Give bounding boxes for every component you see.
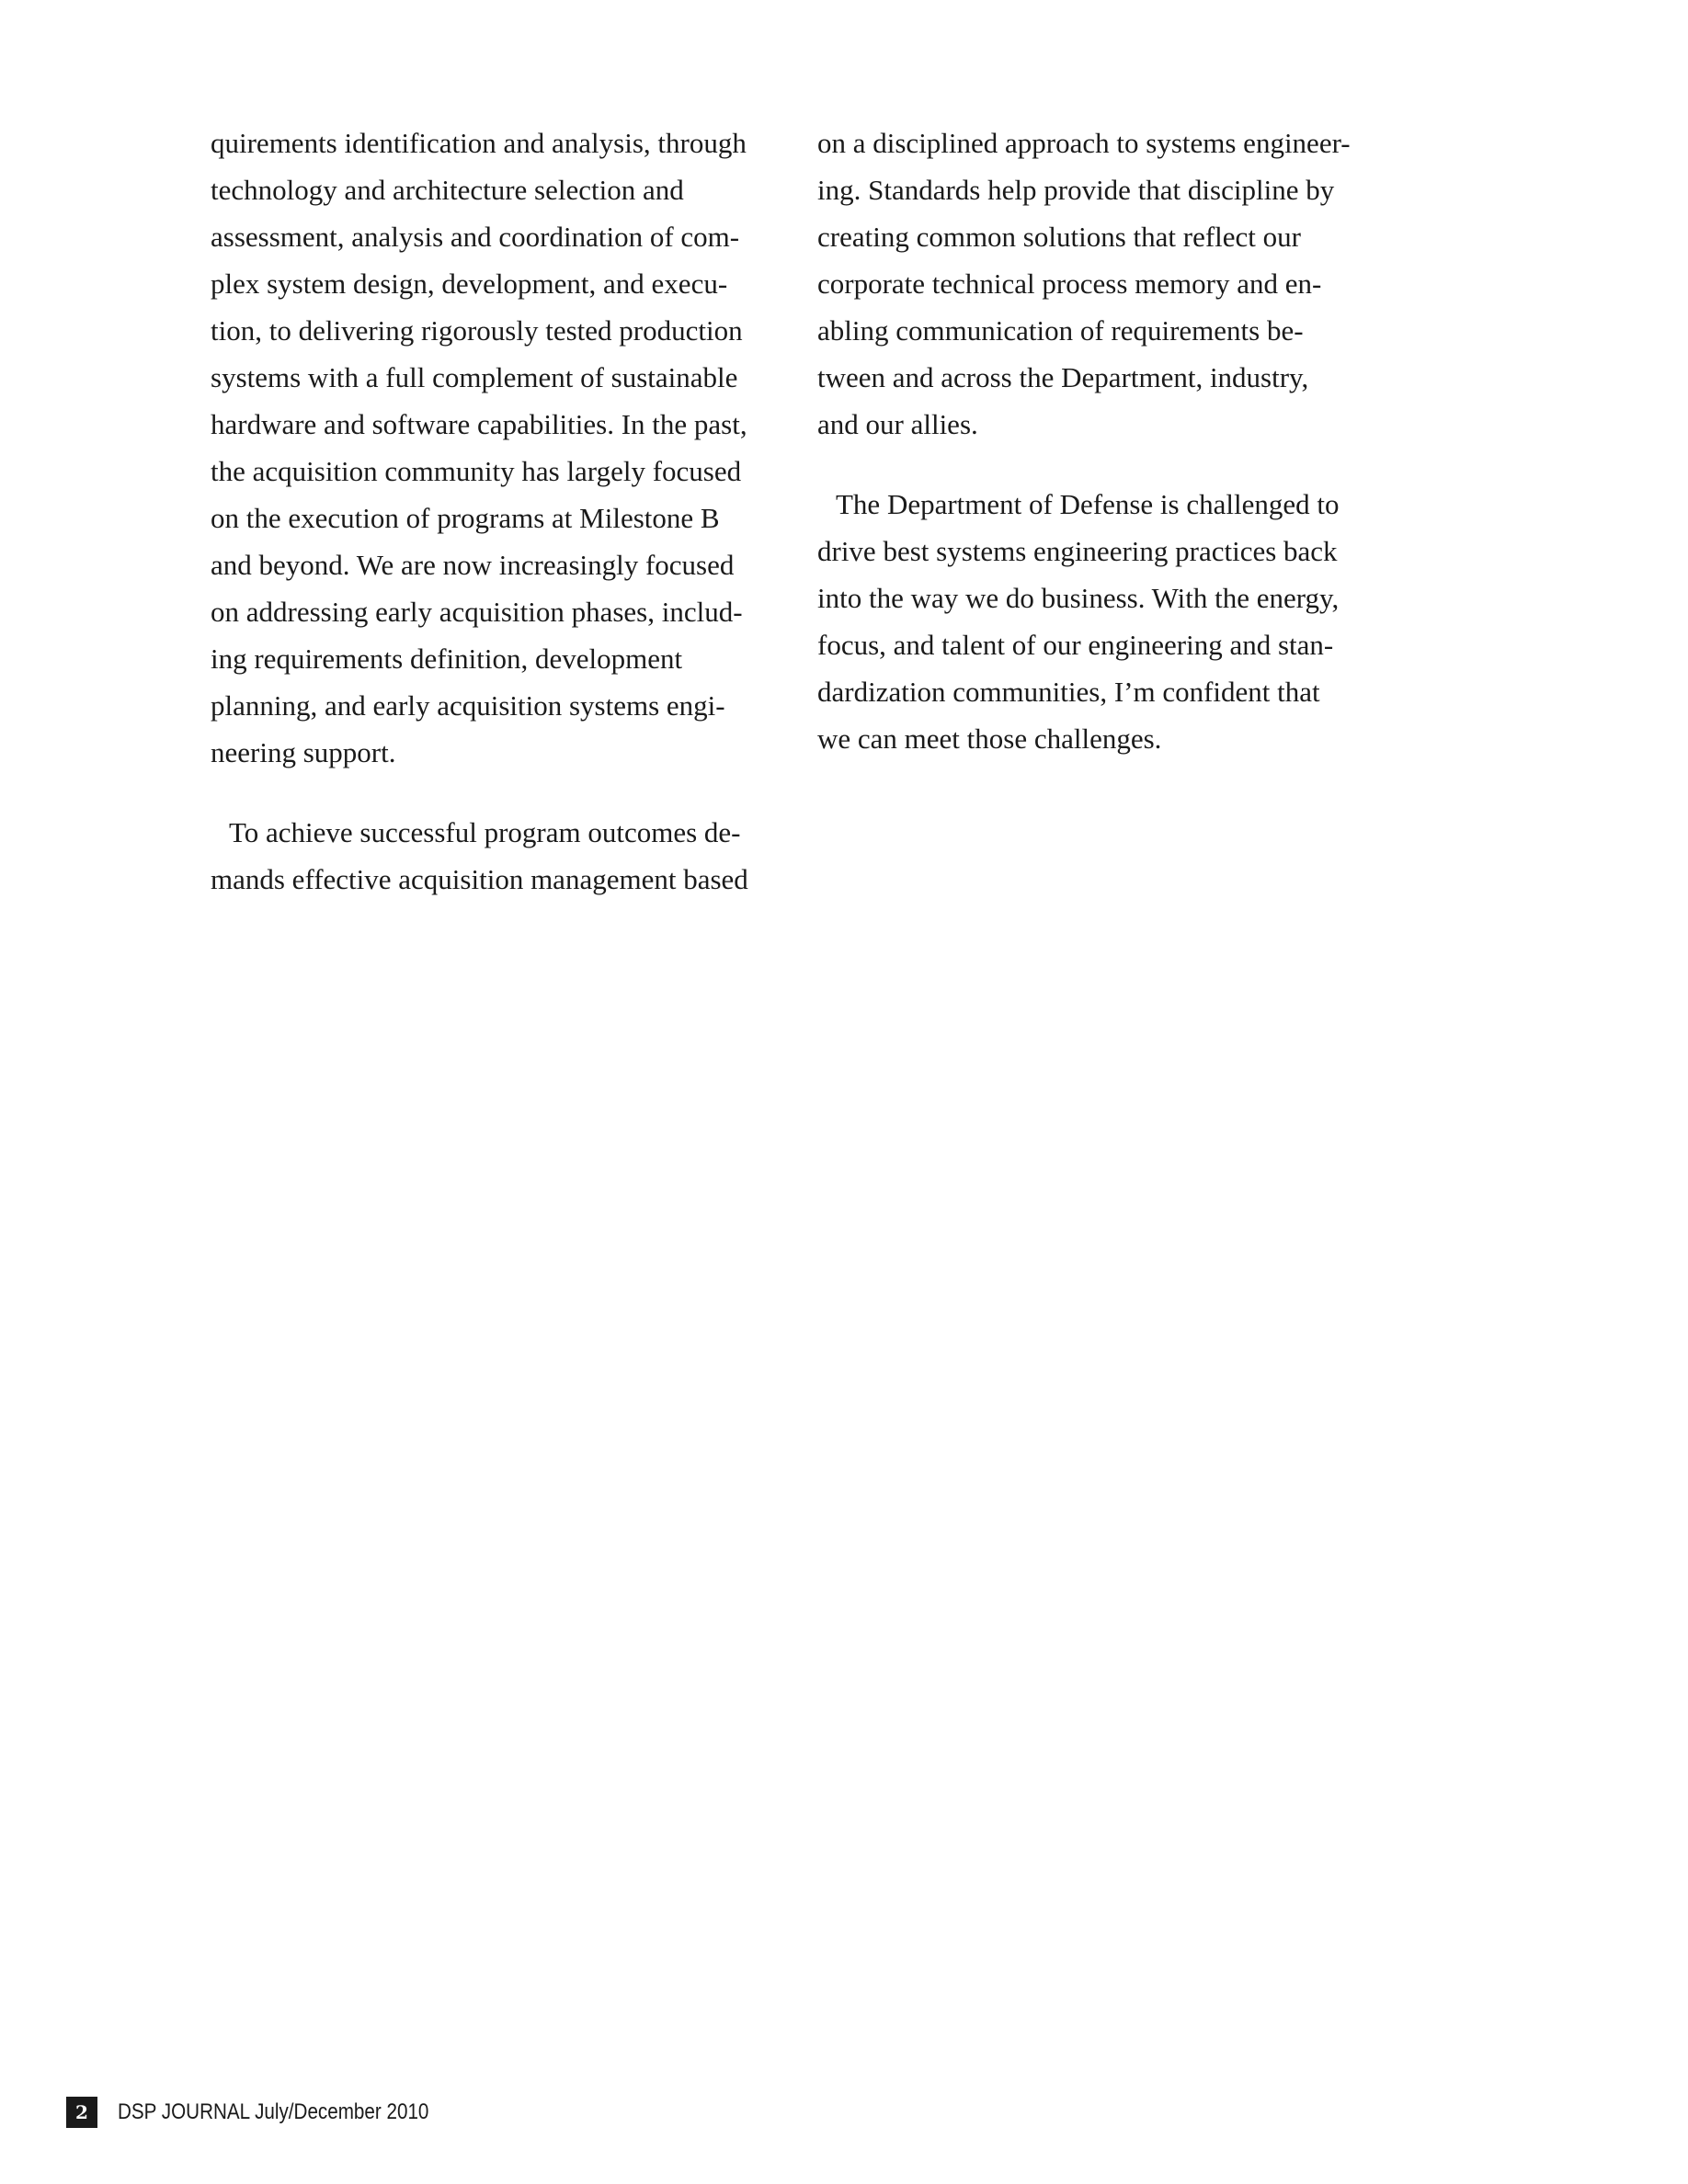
text-line: tion, to delivering rigorously tested production xyxy=(211,314,743,347)
text-line: The Department of Defense is challenged to xyxy=(836,488,1340,520)
publication-title: DSP JOURNAL July/December 2010 xyxy=(118,2099,429,2124)
text-line: To achieve successful program outcomes de- xyxy=(229,816,741,848)
page-number: 2 xyxy=(66,2097,97,2128)
text-line: dardization communities, I’m confident that xyxy=(817,676,1320,708)
text-line: tween and across the Department, industry, xyxy=(817,361,1309,393)
text-line: assessment, analysis and coordination of com- xyxy=(211,221,740,253)
text-line: and beyond. We are now increasingly focused xyxy=(211,549,735,581)
text-line: abling communication of requirements be- xyxy=(817,314,1304,347)
text-line: plex system design, development, and execu- xyxy=(211,267,728,300)
paragraph-spacer xyxy=(211,776,771,809)
text-line: and our allies. xyxy=(817,408,978,440)
text-line: ing requirements definition, development xyxy=(211,643,683,675)
text-line: mands effective acquisition management based xyxy=(211,863,748,895)
text-line: on a disciplined approach to systems engineer- xyxy=(817,127,1351,159)
text-line: quirements identification and analysis, through xyxy=(211,127,747,159)
left-text-column xyxy=(211,119,771,903)
text-line: into the way we do business. With the energy, xyxy=(817,582,1340,614)
paragraph xyxy=(817,481,1387,762)
text-line: creating common solutions that reflect our xyxy=(817,221,1301,253)
right-text-column xyxy=(817,119,1387,762)
text-line: planning, and early acquisition systems engi- xyxy=(211,689,725,722)
paragraph xyxy=(211,809,771,903)
text-line: technology and architecture selection and xyxy=(211,174,684,206)
text-line: we can meet those challenges. xyxy=(817,722,1162,755)
paragraph-spacer xyxy=(817,448,1387,481)
text-line: hardware and software capabilities. In the past, xyxy=(211,408,747,440)
paragraph xyxy=(211,119,771,776)
text-line: drive best systems engineering practices back xyxy=(817,535,1338,567)
text-line: neering support. xyxy=(211,736,396,768)
text-line: on addressing early acquisition phases, includ- xyxy=(211,596,743,628)
text-line: ing. Standards help provide that discipline by xyxy=(817,174,1335,206)
text-line: systems with a full complement of sustainable xyxy=(211,361,738,393)
text-line: corporate technical process memory and en- xyxy=(817,267,1322,300)
text-line: the acquisition community has largely focused xyxy=(211,455,742,487)
text-line: focus, and talent of our engineering and stan- xyxy=(817,629,1334,661)
text-line: on the execution of programs at Milestone B xyxy=(211,502,720,534)
paragraph xyxy=(817,119,1387,448)
page-footer xyxy=(66,2096,480,2129)
